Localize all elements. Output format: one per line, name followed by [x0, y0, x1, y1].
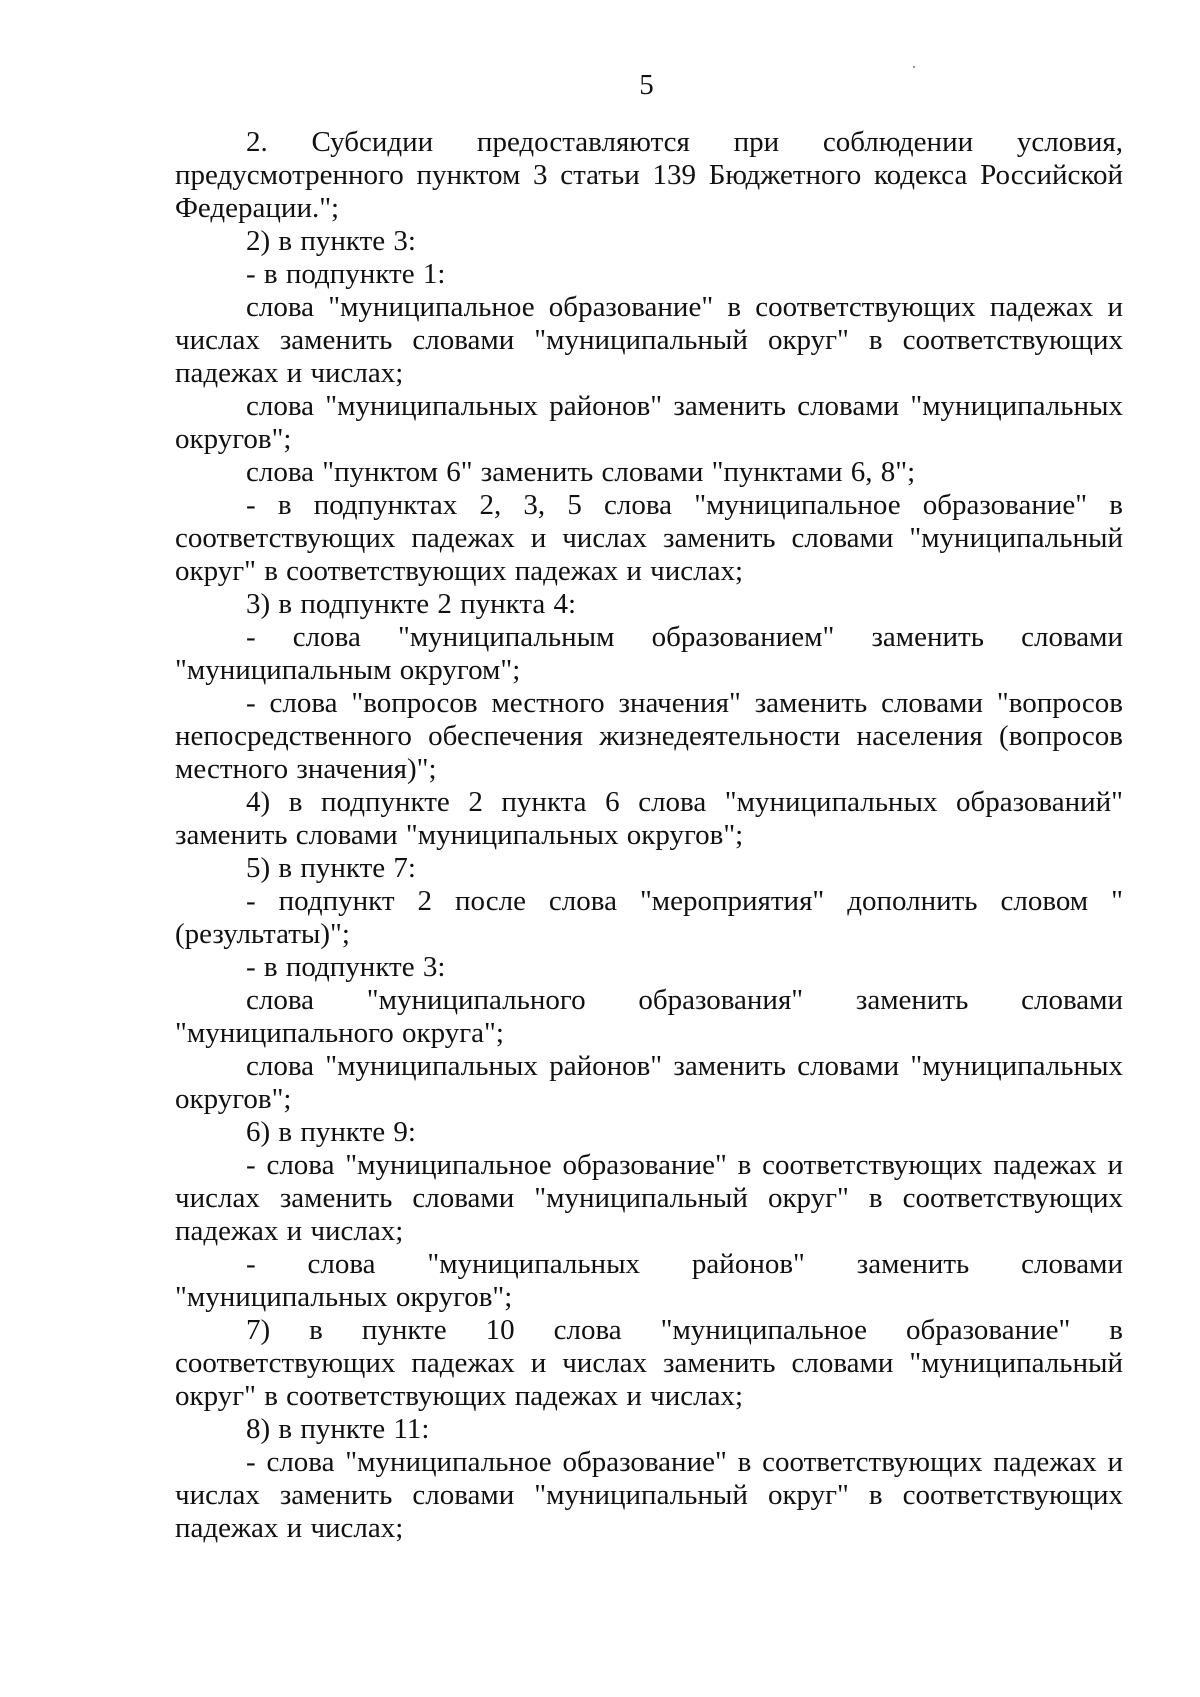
paragraph-replace-municipal-formation-3: - слова "муниципальное образование" в соответствующих падежах и числах заменить словами "муниципальный округ" в соответствующих падежах и числах; — [175, 1149, 1123, 1247]
paragraph-item-2-subsidies: 2. Субсидии предоставляются при соблюдении условия, предусмотренного пунктом 3 статьи 139 Бюджетного кодекса Российской Федерации."; — [175, 126, 1123, 224]
paragraph-add-results: - подпункт 2 после слова "мероприятия" дополнить словом "(результаты)"; — [175, 885, 1123, 950]
paragraph-replace-municipal-formation: слова "муниципальное образование" в соответствующих падежах и числах заменить словами "муниципальный округ" в соответствующих падежах и числах; — [175, 291, 1123, 389]
paragraph-subitems-2-3-5: - в подпунктах 2, 3, 5 слова "муниципальное образование" в соответствующих падежах и числах заменить словами "муниципальный округ" в соответствующих падежах и числах; — [175, 489, 1123, 587]
document-body — [175, 126, 1123, 1545]
paragraph-replace-municipal-districts: слова "муниципальных районов" заменить словами "муниципальных округов"; — [175, 390, 1123, 455]
paragraph-replace-municipal-districts-3: - слова "муниципальных районов" заменить словами "муниципальных округов"; — [175, 1248, 1123, 1313]
paragraph-amendment-8: 8) в пункте 11: — [246, 1413, 430, 1445]
paragraph-replace-municipal-formation-4: - слова "муниципальное образование" в соответствующих падежах и числах заменить словами "муниципальный округ" в соответствующих падежах и числах; — [175, 1446, 1123, 1544]
page-number: 5 — [639, 69, 654, 101]
paragraph-amendment-5: 5) в пункте 7: — [246, 852, 416, 884]
paragraph-amendment-7: 7) в пункте 10 слова "муниципальное образование" в соответствующих падежах и числах заменить словами "муниципальный округ" в соответствующих падежах и числах; — [175, 1314, 1123, 1412]
paragraph-subitem-1: - в подпункте 1: — [246, 258, 446, 290]
paragraph-replace-municipal-districts-2: слова "муниципальных районов" заменить словами "муниципальных округов"; — [175, 1050, 1123, 1115]
paragraph-amendment-3: 3) в подпункте 2 пункта 4: — [246, 588, 577, 620]
paragraph-replace-municipal-formation-instr: - слова "муниципальным образованием" заменить словами "муниципальным округом"; — [175, 621, 1123, 686]
paragraph-replace-local-issues: - слова "вопросов местного значения" заменить словами "вопросов непосредственного обеспечения жизнедеятельности населения (вопросов местного значения)"; — [175, 687, 1123, 785]
paragraph-subitem-3: - в подпункте 3: — [246, 951, 446, 983]
paragraph-amendment-4: 4) в подпункте 2 пункта 6 слова "муниципальных образований" заменить словами "муниципальных округов"; — [175, 786, 1123, 851]
paragraph-amendment-2: 2) в пункте 3: — [246, 225, 416, 257]
paragraph-amendment-6: 6) в пункте 9: — [246, 1116, 416, 1148]
paragraph-replace-municipal-formation-gen: слова "муниципального образования" заменить словами "муниципального округа"; — [175, 984, 1123, 1049]
paragraph-replace-point-6: слова "пунктом 6" заменить словами "пунктами 6, 8"; — [246, 456, 916, 488]
